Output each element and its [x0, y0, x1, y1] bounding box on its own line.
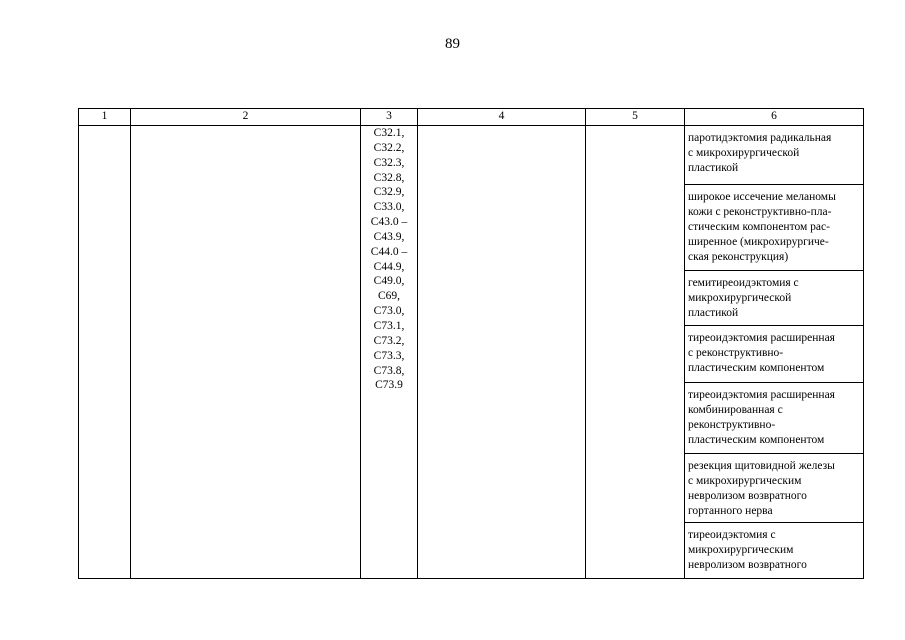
procedure-line: с микрохирургической: [688, 147, 800, 159]
diagnosis-code: C69,: [377, 290, 401, 303]
procedure-line: гортанного нерва: [688, 505, 773, 517]
procedure-line: микрохирургическим: [688, 544, 794, 556]
procedure-line: пластикой: [688, 162, 739, 174]
diagnosis-code: C73.8,: [373, 364, 405, 377]
diagnosis-code: C43.9,: [373, 230, 405, 243]
procedure-item: [685, 126, 863, 185]
diagnosis-code: C32.1,: [373, 127, 405, 139]
procedure-line: с микрохирургическим: [688, 475, 802, 487]
procedure-item: [685, 326, 863, 383]
procedure-line: резекция щитовидной железы: [688, 460, 835, 472]
diagnosis-code: C73.3,: [373, 349, 405, 362]
procedure-line: кожи с реконструктивно-пла-: [688, 206, 832, 218]
diagnosis-code: C43.0 –: [370, 216, 408, 229]
column-header-4: 4: [418, 109, 586, 126]
procedure-line: пластическим компонентом: [688, 362, 825, 374]
procedure-line: невролизом возвратного: [688, 490, 807, 502]
diagnosis-code: C32.2,: [373, 141, 405, 154]
procedure-line: комбинированная с: [688, 404, 783, 416]
cell-col-5: [586, 126, 685, 579]
procedure-line: гемитиреоидэктомия с: [688, 277, 799, 289]
column-header-3: 3: [361, 109, 418, 126]
medical-procedures-table: [78, 108, 864, 579]
procedure-line: паротидэктомия радикальная: [688, 132, 832, 144]
cell-col-2: [131, 126, 361, 579]
cell-col-1: [79, 126, 131, 579]
diagnosis-code: C33.0,: [373, 201, 405, 214]
column-header-6: 6: [685, 109, 864, 126]
procedure-line: ская реконструкция): [688, 251, 789, 263]
procedure-item: [685, 454, 863, 523]
procedure-line: ширенное (микрохирургиче-: [688, 236, 829, 248]
diagnosis-code: C32.8,: [373, 171, 405, 184]
diagnosis-code: C49.0,: [373, 275, 405, 288]
diagnosis-code: C32.3,: [373, 156, 405, 169]
procedures-cell: [685, 126, 864, 579]
procedure-line: пластикой: [688, 307, 739, 319]
header-row: [79, 109, 864, 126]
cell-col-4: [418, 126, 586, 579]
diagnosis-code: C73.9: [375, 379, 403, 392]
procedure-line: с реконструктивно-: [688, 347, 784, 359]
procedure-line: широкое иссечение меланомы: [688, 191, 836, 203]
procedure-line: реконструктивно-: [688, 419, 776, 431]
diagnosis-code: C44.9,: [373, 260, 405, 273]
procedure-line: стическим компонентом рас-: [688, 221, 830, 233]
diagnosis-code: C73.1,: [373, 319, 405, 332]
table-row: [79, 126, 864, 579]
diagnosis-code: C44.0 –: [370, 245, 408, 258]
procedure-item: [685, 185, 863, 271]
procedure-item: [685, 271, 863, 326]
column-header-2: 2: [131, 109, 361, 126]
column-header-5: 5: [586, 109, 685, 126]
procedure-line: пластическим компонентом: [688, 434, 825, 446]
diagnosis-code: C73.2,: [373, 334, 405, 347]
procedure-line: тиреоидэктомия расширенная: [688, 332, 835, 344]
procedure-line: невролизом возвратного: [688, 559, 807, 571]
diagnosis-codes-cell: [361, 126, 418, 579]
procedure-line: тиреоидэктомия с: [688, 529, 776, 541]
page-number: 89: [445, 36, 460, 52]
procedure-line: тиреоидэктомия расширенная: [688, 389, 835, 401]
diagnosis-code: C32.9,: [373, 186, 405, 199]
diagnosis-code: C73.0,: [373, 305, 405, 318]
procedure-line: микрохирургической: [688, 292, 792, 304]
procedures-list: [685, 126, 863, 578]
procedure-item: [685, 523, 863, 578]
column-header-1: 1: [79, 109, 131, 126]
procedure-item: [685, 383, 863, 454]
